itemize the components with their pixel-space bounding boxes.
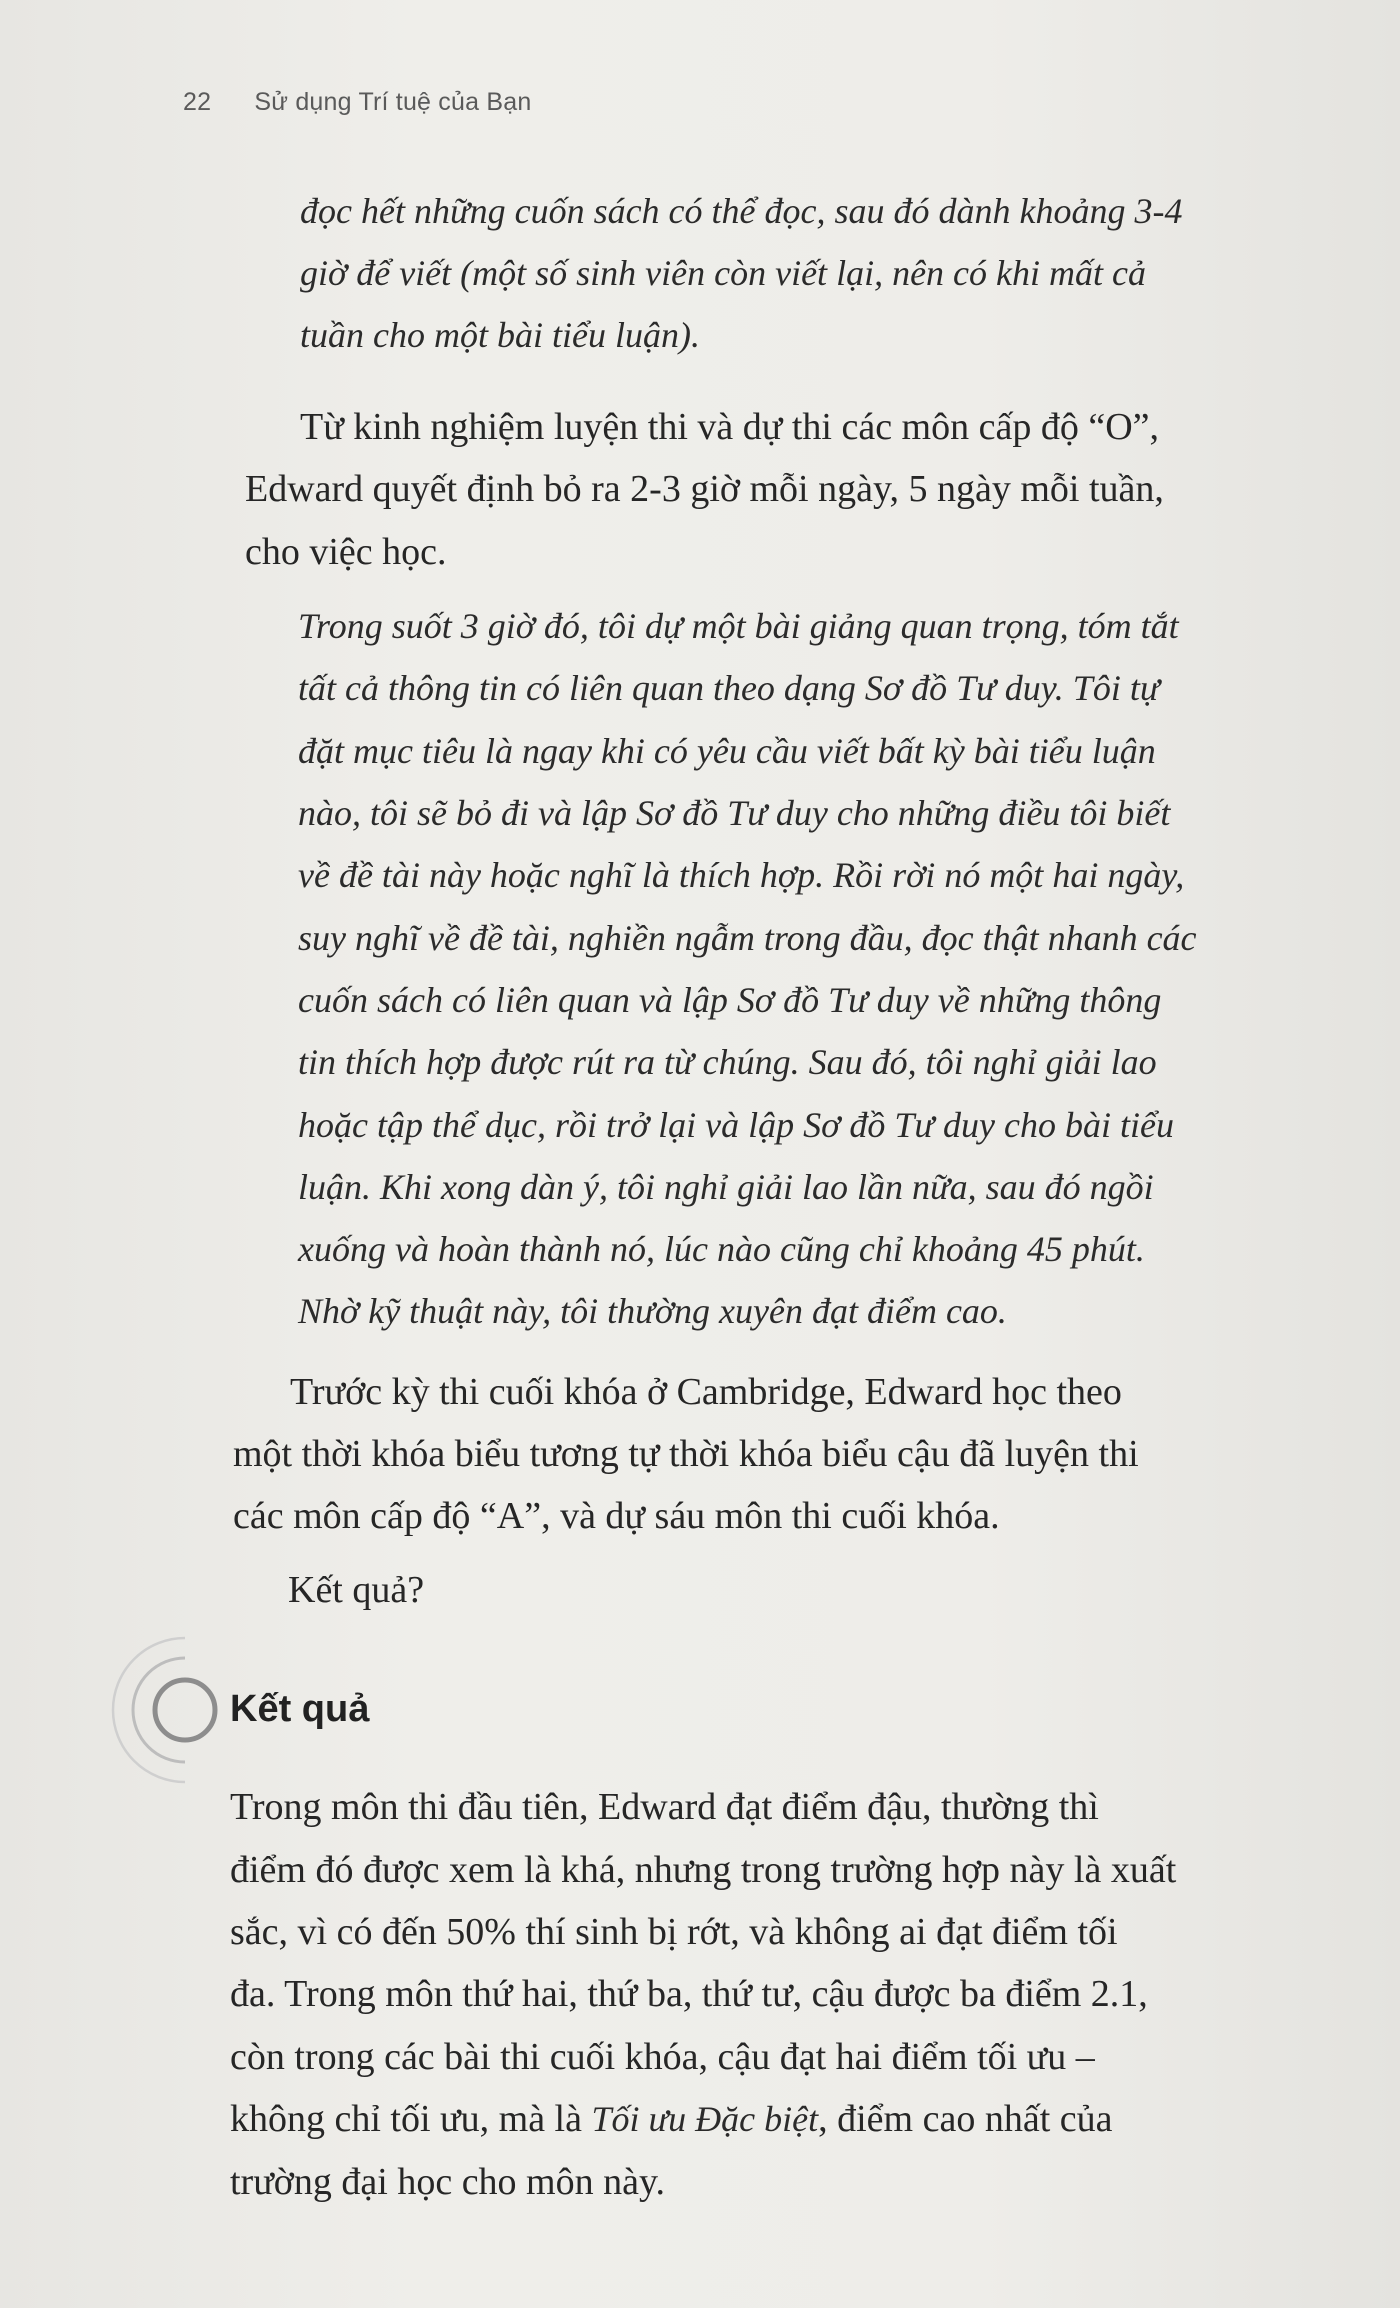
body-line: sắc, vì có đến 50% thí sinh bị rớt, và không ai đạt điểm tối bbox=[230, 1911, 1118, 1953]
body-line: Kết quả? bbox=[288, 1569, 425, 1611]
quote-line: đọc hết những cuốn sách có thể đọc, sau đó dành khoảng 3-4 bbox=[300, 191, 1183, 231]
quote-line: luận. Khi xong dàn ý, tôi nghỉ giải lao lần nữa, sau đó ngồi bbox=[298, 1167, 1154, 1207]
book-title: Sử dụng Trí tuệ của Bạn bbox=[254, 88, 532, 116]
body-line: còn trong các bài thi cuối khóa, cậu đạt hai điểm tối ưu – bbox=[230, 2036, 1095, 2078]
section-heading: Kết quả bbox=[230, 1688, 370, 1730]
quote-line: suy nghĩ về đề tài, nghiền ngẫm trong đầu, đọc thật nhanh các bbox=[298, 918, 1197, 958]
quote-line: tin thích hợp được rút ra từ chúng. Sau đó, tôi nghỉ giải lao bbox=[298, 1042, 1157, 1082]
quote-line: cuốn sách có liên quan và lập Sơ đồ Tư duy về những thông bbox=[298, 980, 1162, 1020]
body-line: đa. Trong môn thứ hai, thứ ba, thứ tư, cậu được ba điểm 2.1, bbox=[230, 1973, 1148, 2015]
body-line: điểm đó được xem là khá, nhưng trong trường hợp này là xuất bbox=[230, 1849, 1177, 1891]
body-line: một thời khóa biểu tương tự thời khóa biểu cậu đã luyện thi bbox=[233, 1433, 1139, 1475]
body-text: , điểm cao nhất của bbox=[818, 2098, 1113, 2140]
page-number: 22 bbox=[183, 88, 212, 116]
body-line: Trước kỳ thi cuối khóa ở Cambridge, Edward học theo bbox=[290, 1371, 1122, 1413]
body-line: Từ kinh nghiệm luyện thi và dự thi các môn cấp độ “O”, bbox=[300, 406, 1160, 448]
body-line: trường đại học cho môn này. bbox=[230, 2161, 666, 2203]
quote-line: nào, tôi sẽ bỏ đi và lập Sơ đồ Tư duy cho những điều tôi biết bbox=[298, 793, 1171, 833]
body-line: các môn cấp độ “A”, và dự sáu môn thi cuối khóa. bbox=[233, 1495, 1000, 1537]
body-line: Trong môn thi đầu tiên, Edward đạt điểm đậu, thường thì bbox=[230, 1786, 1099, 1828]
quote-line: xuống và hoàn thành nó, lúc nào cũng chỉ khoảng 45 phút. bbox=[298, 1229, 1145, 1269]
body-line: cho việc học. bbox=[245, 531, 447, 573]
quote-line: hoặc tập thể dục, rồi trở lại và lập Sơ đồ Tư duy cho bài tiểu bbox=[298, 1105, 1174, 1145]
running-head bbox=[183, 88, 531, 117]
body-line: Edward quyết định bỏ ra 2-3 giờ mỗi ngày, 5 ngày mỗi tuần, bbox=[245, 468, 1164, 510]
quote-line: tuần cho một bài tiểu luận). bbox=[300, 315, 700, 355]
quote-line: đặt mục tiêu là ngay khi có yêu cầu viết bất kỳ bài tiểu luận bbox=[298, 731, 1156, 771]
quote-line: tất cả thông tin có liên quan theo dạng Sơ đồ Tư duy. Tôi tự bbox=[298, 668, 1160, 708]
quote-line: Trong suốt 3 giờ đó, tôi dự một bài giảng quan trọng, tóm tắt bbox=[298, 606, 1179, 646]
quote-line: về đề tài này hoặc nghĩ là thích hợp. Rồi rời nó một hai ngày, bbox=[298, 855, 1185, 895]
quote-line: Nhờ kỹ thuật này, tôi thường xuyên đạt điểm cao. bbox=[298, 1291, 1007, 1331]
quote-line: giờ để viết (một số sinh viên còn viết lại, nên có khi mất cả bbox=[300, 253, 1146, 293]
emphasis-text: Tối ưu Đặc biệt bbox=[591, 2099, 819, 2139]
body-line bbox=[230, 2097, 1112, 2141]
body-text: không chỉ tối ưu, mà là bbox=[230, 2098, 592, 2140]
